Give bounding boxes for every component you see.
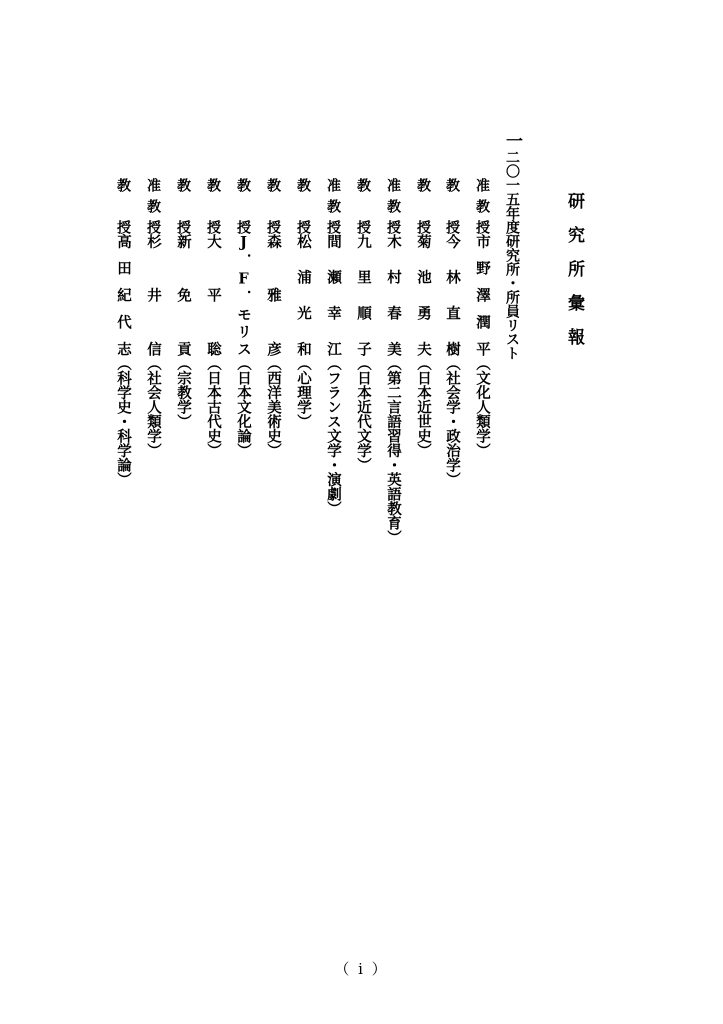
member-rank: 教授 xyxy=(265,178,281,234)
member-rank: 教授 xyxy=(295,178,311,234)
section-title: 二〇一五年度研究所・所員リスト xyxy=(504,150,520,360)
member-name: 市野澤潤平 xyxy=(474,234,491,356)
member-rank: 准教授 xyxy=(474,178,490,234)
member-row xyxy=(413,178,434,458)
member-row xyxy=(143,178,164,458)
member-rank: 教授 xyxy=(444,178,460,234)
member-name: 大平聡 xyxy=(205,234,222,356)
member-row xyxy=(233,178,254,458)
member-name: 今林直樹 xyxy=(444,234,461,356)
member-field: （心理学） xyxy=(295,356,312,429)
member-rank: 准教授 xyxy=(325,178,341,234)
member-field: （日本近世史） xyxy=(415,356,432,458)
member-field: （西洋美術史） xyxy=(265,356,282,458)
section-number: 一 xyxy=(502,132,522,150)
member-row xyxy=(173,178,194,429)
member-rank: 教授 xyxy=(205,178,221,234)
member-name: 新免貢 xyxy=(175,234,192,356)
member-rank: 准教授 xyxy=(385,178,401,234)
member-rank: 教授 xyxy=(415,178,431,234)
member-field: （科学史・科学論） xyxy=(115,356,132,487)
member-name: 森雅彦 xyxy=(265,234,282,356)
member-row xyxy=(353,178,374,472)
member-name: J．F．モリス xyxy=(235,234,252,356)
member-row xyxy=(323,178,344,516)
member-name: 間瀬幸江 xyxy=(325,234,342,356)
member-row xyxy=(472,178,493,458)
member-field: （フランス文学・演劇） xyxy=(325,356,342,516)
member-field: （日本近代文学） xyxy=(355,356,372,472)
member-field: （日本文化論） xyxy=(235,356,252,458)
member-name: 九里順子 xyxy=(355,234,372,356)
member-name: 木村春美 xyxy=(385,234,402,356)
member-row xyxy=(293,178,314,429)
section-heading xyxy=(500,132,525,360)
member-name: 杉井信 xyxy=(145,234,162,356)
member-field: （社会人類学） xyxy=(145,356,162,458)
member-field: （日本古代史） xyxy=(205,356,222,458)
member-name: 松浦光和 xyxy=(295,234,312,356)
member-field: （第二言語習得・英語教育） xyxy=(385,356,402,545)
member-row xyxy=(383,178,404,545)
member-rank: 教授 xyxy=(175,178,191,234)
page-number: （ i ） xyxy=(334,960,389,978)
member-row xyxy=(442,178,463,487)
member-name: 高田紀代志 xyxy=(115,234,132,356)
member-field: （社会学・政治学） xyxy=(444,356,461,487)
member-rank: 教授 xyxy=(235,178,251,234)
member-rank: 教授 xyxy=(355,178,371,234)
member-rank: 准教授 xyxy=(145,178,161,234)
member-field: （文化人類学） xyxy=(474,356,491,458)
member-row xyxy=(113,178,134,487)
member-field: （宗教学） xyxy=(175,356,192,429)
member-rank: 教授 xyxy=(115,178,131,234)
member-name: 菊池勇夫 xyxy=(415,234,432,356)
page-title: 研究所彙報 xyxy=(564,192,584,362)
member-row xyxy=(203,178,224,458)
member-row xyxy=(263,178,284,458)
